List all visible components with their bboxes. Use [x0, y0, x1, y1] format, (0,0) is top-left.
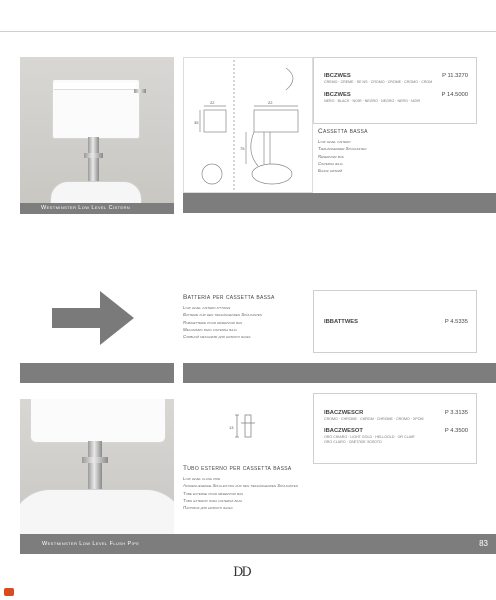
- product-code: IBACZWESCR: [324, 410, 364, 416]
- section-bar: [183, 193, 496, 213]
- technical-drawing: [183, 393, 311, 453]
- product-code: IBCZWES: [324, 92, 351, 98]
- arrow-graphic: [52, 291, 134, 345]
- translation-line: Tubo externo para cisterna baja: [183, 497, 243, 503]
- product-name-label: Westminster Low Level Cistern: [41, 205, 131, 211]
- page-number: 83: [479, 539, 488, 548]
- product-name-label: Westminster Low Level Flush Pipe: [42, 541, 140, 547]
- product-price: P 14.5000: [441, 92, 468, 98]
- svg-text:35: 35: [194, 120, 199, 125]
- translation-line: Robinetterie pour réservoir bas: [183, 319, 242, 325]
- flush-pipe-drawing: [183, 393, 311, 453]
- top-rule: [0, 31, 496, 32]
- svg-text:22: 22: [268, 100, 273, 105]
- fittings-description: [183, 294, 275, 340]
- translation-line: Low level cistern fittings: [183, 305, 231, 310]
- flush-pipe-description: [183, 465, 298, 511]
- product-title: Cassetta bassa: [318, 128, 368, 135]
- arrow-right-icon: [52, 291, 134, 345]
- translation-line: Бачок низкий: [318, 168, 343, 174]
- section-bar: [20, 363, 174, 383]
- product-finishes: CREMO · CREME · SE NS · CROMO · CROME · CROMO · CROM: [324, 80, 433, 84]
- document-icon: [4, 588, 14, 596]
- svg-text:75: 75: [240, 146, 245, 151]
- section-bar: [183, 363, 496, 383]
- product-name-bar: [20, 203, 174, 214]
- flush-pipe-photo: [20, 399, 174, 534]
- product-price: P 3.3135: [444, 410, 468, 416]
- svg-text:22: 22: [210, 100, 215, 105]
- translation-line: Batterie für den tiefhängenden Spülkasten: [183, 312, 262, 318]
- svg-text:13: 13: [229, 425, 234, 430]
- translation-line: Tiefhängender Spülkasten: [318, 146, 367, 152]
- product-title: Batteria per cassetta bassa: [183, 294, 275, 301]
- product-code: IBACZWESOT: [324, 428, 363, 434]
- translation-line: Cisterna baja: [318, 160, 343, 166]
- product-finishes: CROMO · CHROME · CHROM · CHROME · CROMO · ХРОМ: [324, 417, 424, 421]
- translation-line: Tube externe pour réservoir bas: [183, 490, 244, 496]
- product-title: Tubo esterno per cassetta bassa: [183, 465, 292, 472]
- product-code: IBBATTWES: [324, 319, 359, 325]
- price-box: [313, 393, 477, 464]
- product-finishes: ORO CHIARO · LIGHT GOLD · HELLGOLD · OR CLAIR ORO CLARO · СВЕТЛОЕ ЗОЛОТО: [324, 435, 415, 444]
- translation-line: Mecanismo para cisterna baja: [183, 326, 237, 332]
- translation-line: Außenliegende Spülleitung für den tiefhängenden Spülkasten: [183, 483, 298, 489]
- cistern-photo: [20, 57, 174, 203]
- product-finishes: NERO · BLACK · NOIR · NEGRO · NEGRO · NERO · NOIR: [324, 99, 421, 103]
- translation-line: Low level cistern: [318, 139, 351, 144]
- translation-line: Патрубок для низкого бачка: [183, 505, 233, 511]
- product-price: P 4.5335: [444, 319, 468, 325]
- translation-line: Réservoir bas: [318, 153, 344, 159]
- product-code: IBCZWES: [324, 73, 351, 79]
- price-box: [313, 57, 477, 124]
- product-name-bar: [20, 534, 496, 554]
- product-price: P 11.3270: [442, 73, 468, 79]
- product-price: P 4.3500: [444, 428, 468, 434]
- price-box: [313, 290, 477, 353]
- brand-logo: DD: [233, 565, 250, 580]
- technical-drawing: [183, 57, 313, 193]
- product-description: [318, 128, 368, 174]
- translation-line: Low level flush pipe: [183, 476, 221, 481]
- translation-line: Сливной механизм для низкого бачка: [183, 334, 251, 340]
- cistern-drawing: [184, 58, 312, 192]
